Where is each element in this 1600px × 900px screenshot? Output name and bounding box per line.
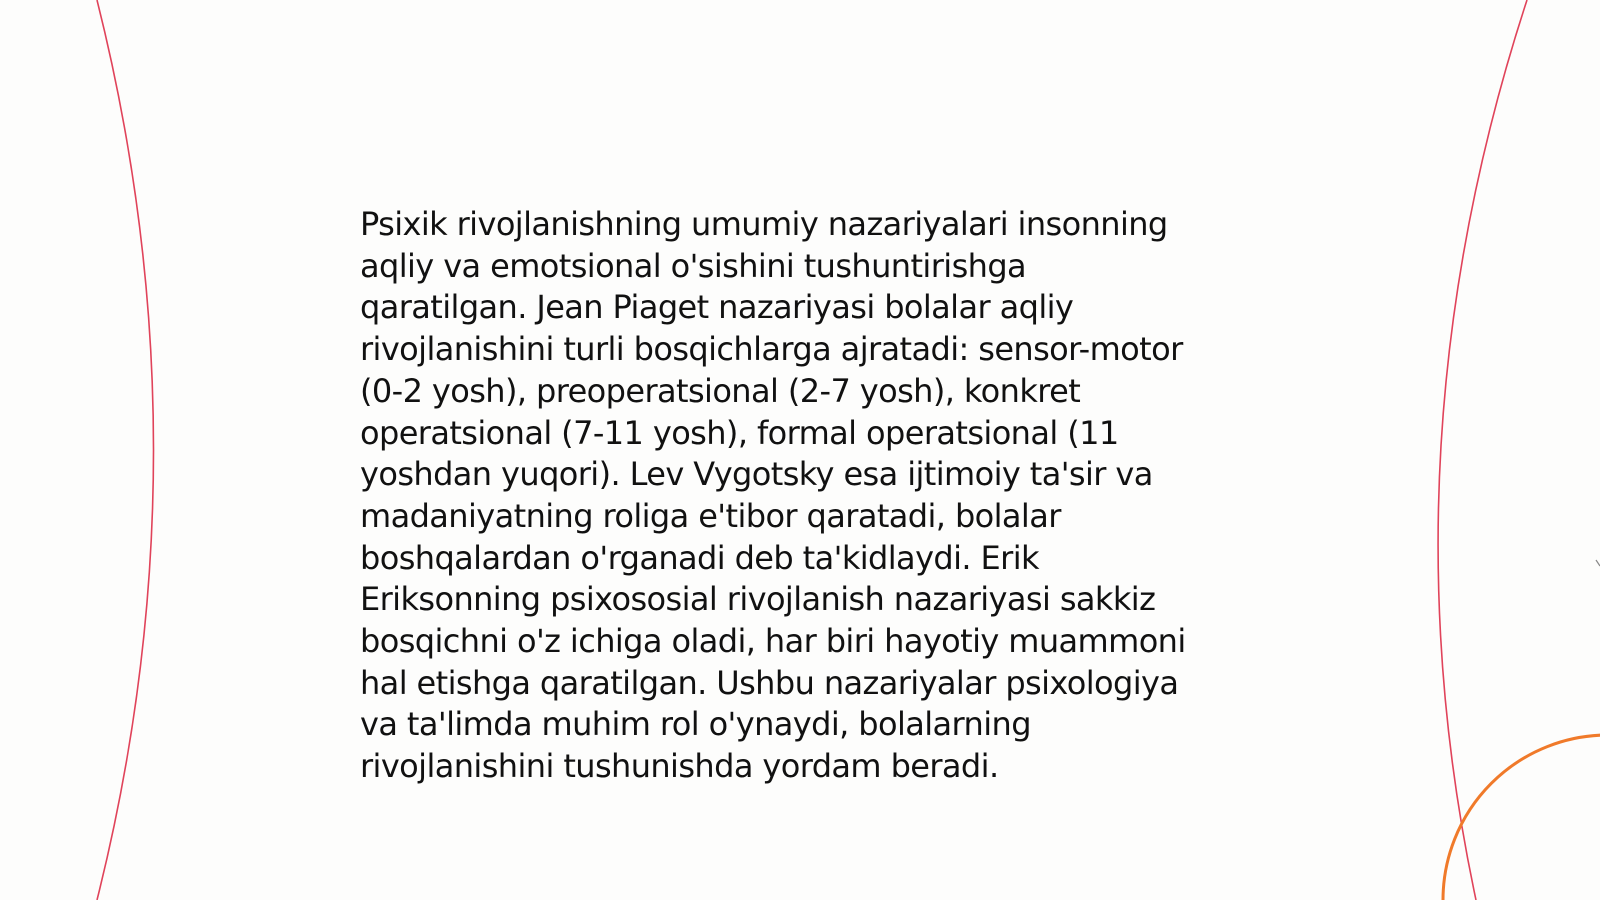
corner-arc [1443, 735, 1600, 900]
left-curve-line [97, 0, 154, 900]
slide-paragraph: Psixik rivojlanishning umumiy nazariyalari insonning aqliy va emotsional o'sishini tushuntirishga qaratilgan. Jean Piaget nazariyasi bolalar aqliy rivojlanishini turli bosqichlarga ajratadi: sensor-motor (0-2 yosh), preoperatsional (2-7 yosh), konkret operatsional (7-11 yosh), formal operatsional (11 yoshdan yuqori). Lev Vygotsky esa ijtimoiy ta'sir va madaniyatning roliga e'tibor qaratadi, bolalar boshqalardan o'rganadi deb ta'kidlaydi. Erik Eriksonning psixososial rivojlanish nazariyasi sakkiz bosqichni o'z ichiga oladi, har biri hayotiy muammoni hal etishga qaratilgan. Ushbu nazariyalar psixologiya va ta'limda muhim rol o'ynaydi, bolalarning rivojlanishini tushunishda yordam beradi. [360, 205, 1186, 786]
right-edge-mark [1596, 560, 1600, 566]
